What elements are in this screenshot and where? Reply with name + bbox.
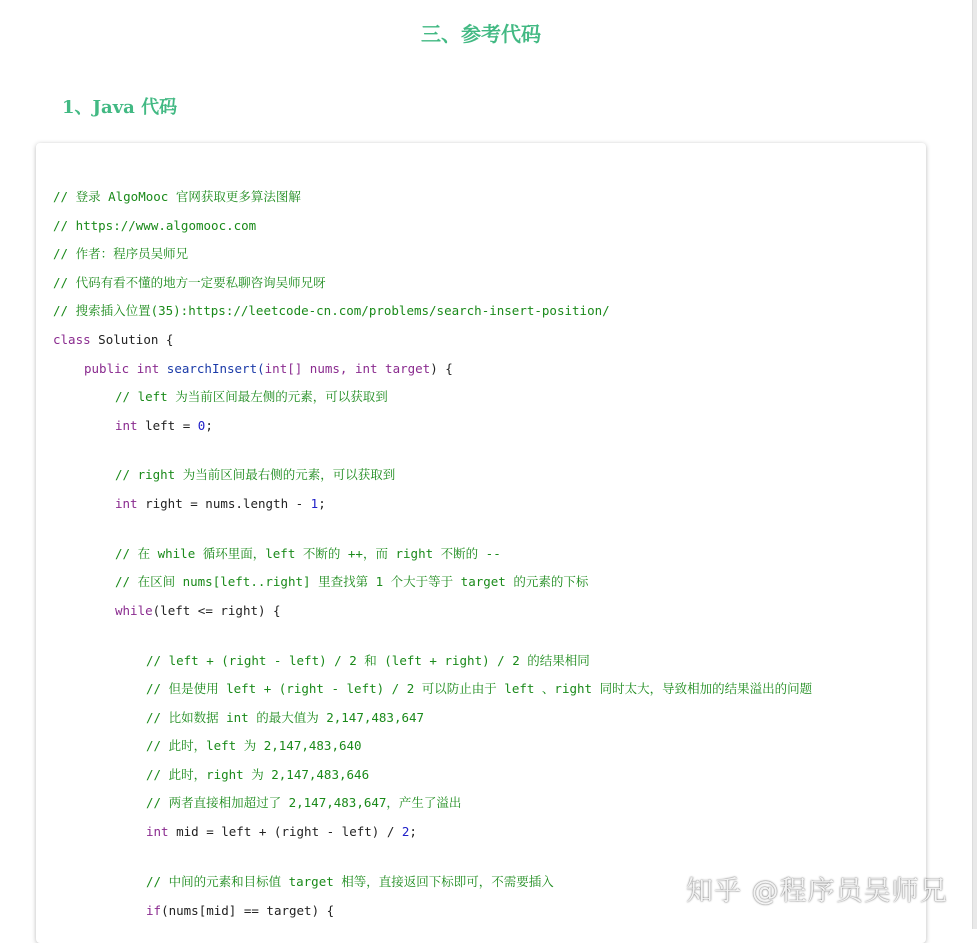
mid-declaration-line [146, 823, 417, 841]
code-comment-line: // 但是使用 left + (right - left) / 2 可以防止由于 left 、right 同时太大，导致相加的结果溢出的问题 [146, 681, 813, 696]
page-scrollbar-edge [972, 0, 977, 929]
code-comment-line: // right 为当前区间最右侧的元素，可以获取到 [115, 467, 396, 482]
left-assign: left = [137, 418, 198, 433]
java-code-subheading: 1、Java 代码 [62, 97, 178, 118]
code-block [36, 143, 926, 943]
method-name: searchInsert [166, 361, 258, 376]
statement-end: ; [409, 824, 417, 839]
number-literal: 2 [401, 824, 410, 839]
keyword-int: int [115, 418, 138, 433]
method-params: int[] nums, int target [264, 361, 431, 376]
keyword-public: public [84, 361, 130, 376]
method-close: ) { [430, 361, 453, 376]
keyword-int: int [146, 824, 169, 839]
class-name: Solution { [90, 332, 174, 347]
code-comment-line: // left 为当前区间最左侧的元素，可以获取到 [115, 389, 388, 404]
code-comment-line: // 两者直接相加超过了 2,147,483,647，产生了溢出 [146, 795, 462, 810]
while-line [115, 602, 281, 620]
code-comment-line: // 代码有看不懂的地方一定要私聊咨询吴师兄呀 [53, 275, 326, 290]
code-comment-line: // 在区间 nums[left..right] 里查找第 1 个大于等于 target 的元素的下标 [115, 574, 589, 589]
code-comment-line: // 中间的元素和目标值 target 相等，直接返回下标即可，不需要插入 [146, 874, 554, 889]
zhihu-watermark: 知乎 @程序员吴师兄 [686, 876, 948, 907]
code-comment-line: // 此时，right 为 2,147,483,646 [146, 767, 370, 782]
keyword-int: int [136, 361, 160, 376]
if-line [146, 902, 334, 920]
section-heading: 三、参考代码 [421, 22, 541, 46]
method-open-paren: ( [257, 361, 265, 376]
code-comment-line: // 在 while 循环里面，left 不断的 ++，而 right 不断的 -- [115, 546, 501, 561]
code-comment-line: // 此时，left 为 2,147,483,640 [146, 738, 362, 753]
left-declaration-line [115, 417, 213, 435]
keyword-class: class [53, 332, 91, 347]
keyword-while: while [115, 603, 153, 618]
code-comment-line: // https://www.algomooc.com [53, 218, 257, 233]
code-comment-line: // left + (right - left) / 2 和 (left + right) / 2 的结果相同 [146, 653, 590, 668]
keyword-int: int [115, 496, 138, 511]
class-declaration-line [53, 331, 173, 349]
statement-end: ; [318, 496, 326, 511]
method-signature-line [84, 360, 453, 378]
code-comment-line: // 作者：程序员吴师兄 [53, 246, 189, 261]
number-literal: 0 [197, 418, 206, 433]
keyword-if: if [146, 903, 162, 918]
code-comment-line: // 登录 AlgoMooc 官网获取更多算法图解 [53, 189, 301, 204]
right-declaration-line [115, 495, 326, 513]
number-literal: 1 [310, 496, 319, 511]
while-condition: (left <= right) { [152, 603, 281, 618]
if-condition: (nums[mid] == target) { [161, 903, 335, 918]
code-comment-line: // 搜索插入位置(35):https://leetcode-cn.com/problems/search-insert-position/ [53, 303, 610, 318]
statement-end: ; [205, 418, 213, 433]
mid-assign: mid = left + (right - left) / [168, 824, 402, 839]
code-comment-line: // 比如数据 int 的最大值为 2,147,483,647 [146, 710, 425, 725]
right-assign: right = nums.length - [137, 496, 311, 511]
